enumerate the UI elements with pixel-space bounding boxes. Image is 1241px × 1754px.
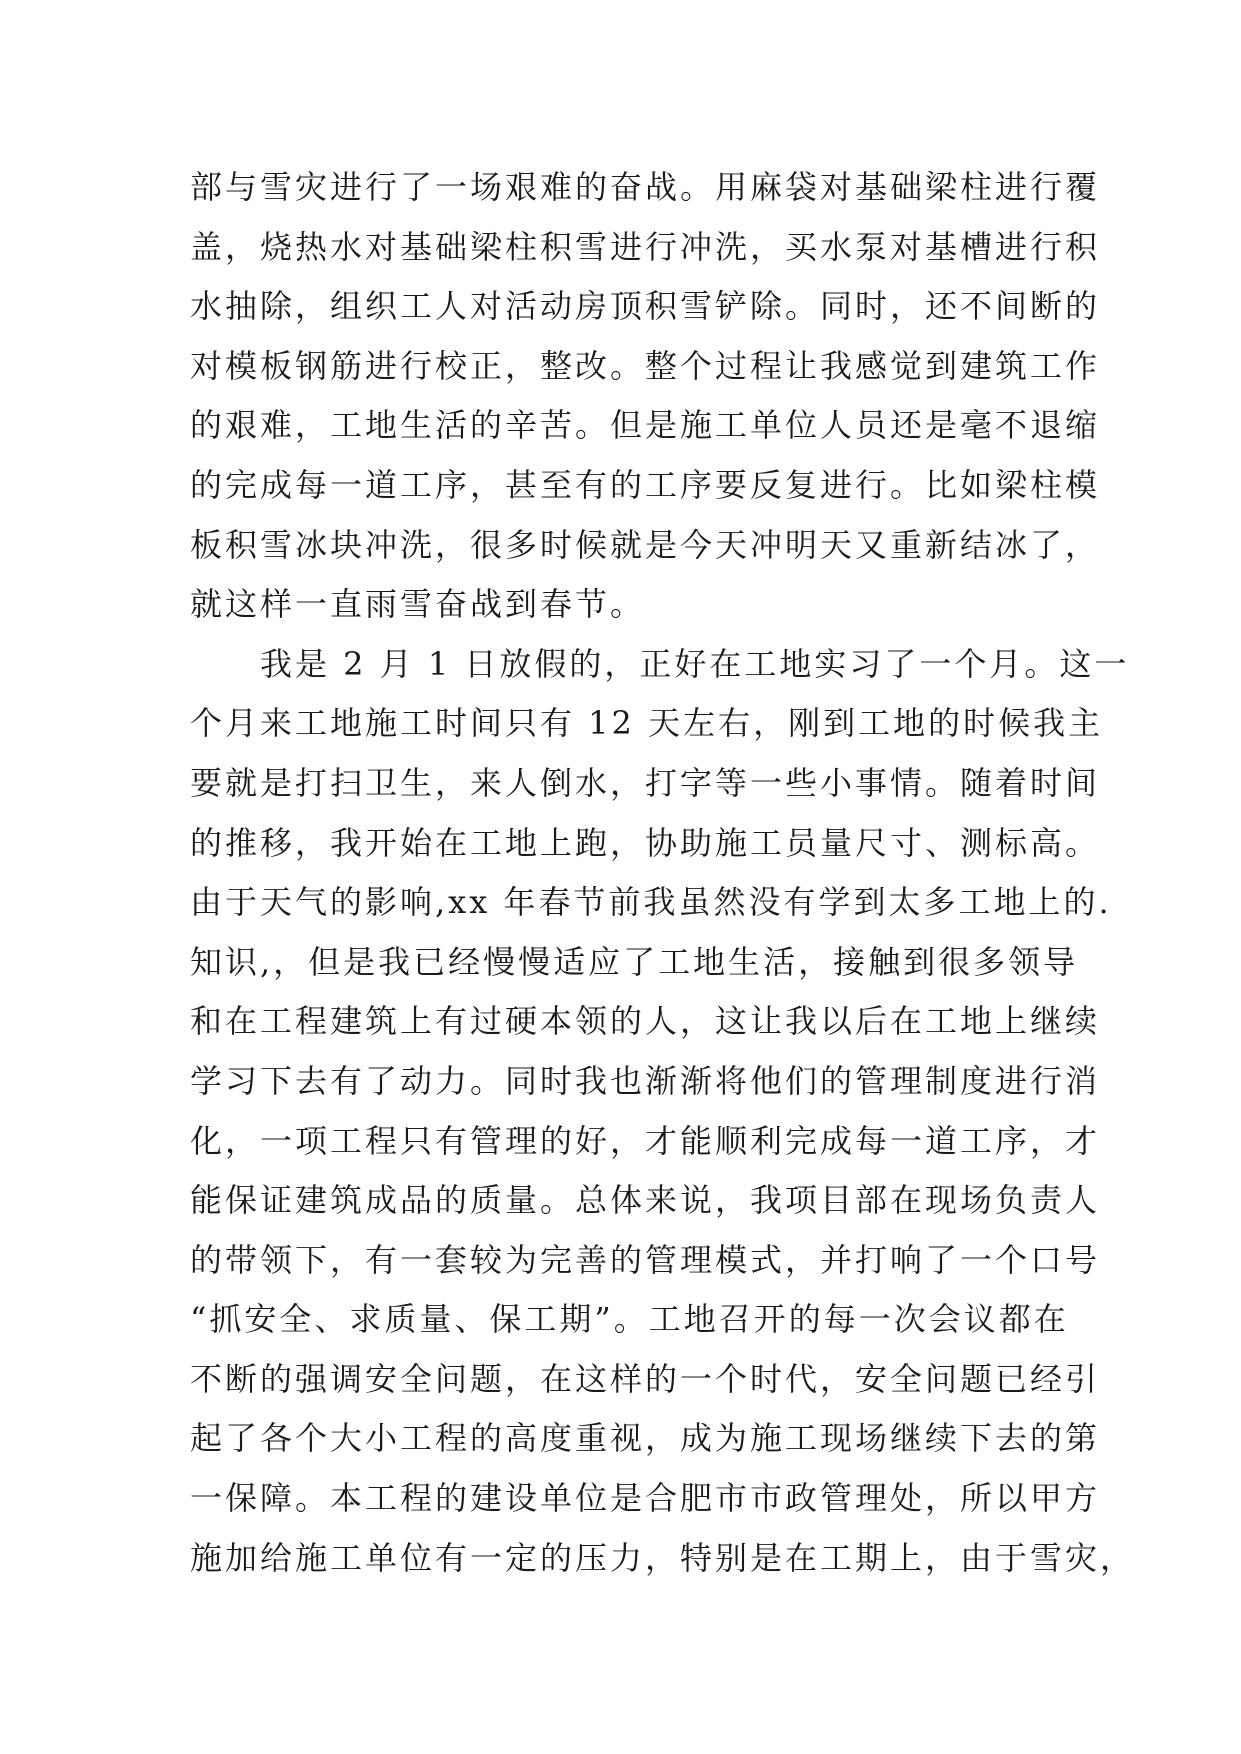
text-line: 的推移，我开始在工地上跑，协助施工员量尺寸、测标高。 — [190, 823, 1101, 862]
text-line: “抓安全、求质量、保工期”。工地召开的每一次会议都在 — [190, 1300, 1069, 1339]
text-line: 板积雪冰块冲洗，很多时候就是今天冲明天又重新结冰了， — [190, 525, 1101, 564]
text-line: 施加给施工单位有一定的压力，特别是在工期上，由于雪灾， — [190, 1538, 1136, 1577]
text-line: 的艰难，工地生活的辛苦。但是施工单位人员还是毫不退缩 — [190, 406, 1101, 445]
text-line: 不断的强调安全问题，在这样的一个时代，安全问题已经引 — [190, 1359, 1101, 1398]
text-line: 的带领下，有一套较为完善的管理模式，并打响了一个口号 — [190, 1240, 1101, 1279]
text-line: 盖，烧热水对基础梁柱积雪进行冲洗，买水泵对基槽进行积 — [190, 227, 1101, 266]
text-line: 和在工程建筑上有过硬本领的人，这让我以后在工地上继续 — [190, 1002, 1101, 1041]
text-line: 部与雪灾进行了一场艰难的奋战。用麻袋对基础梁柱进行覆 — [190, 168, 1101, 206]
text-line: 就这样一直雨雪奋战到春节。 — [190, 585, 646, 624]
body-text — [190, 158, 1136, 1588]
text-line: 化，一项工程只有管理的好，才能顺利完成每一道工序，才 — [190, 1121, 1101, 1160]
text-line: 起了各个大小工程的高度重视，成为施工现场继续下去的第 — [190, 1419, 1101, 1458]
text-line: 水抽除，组织工人对活动房顶积雪铲除。同时，还不间断的 — [190, 287, 1101, 326]
text-line: 对模板钢筋进行校正，整改。整个过程让我感觉到建筑工作 — [190, 346, 1101, 385]
text-line: 学习下去有了动力。同时我也渐渐将他们的管理制度进行消 — [190, 1061, 1101, 1100]
text-line: 个月来工地施工时间只有 12 天左右，刚到工地的时候我主 — [190, 704, 1104, 743]
text-line: 能保证建筑成品的质量。总体来说，我项目部在现场负责人 — [190, 1181, 1101, 1220]
text-line: 知识,，但是我已经慢慢适应了工地生活，接触到很多领导 — [190, 942, 1079, 981]
text-line: 的完成每一道工序，甚至有的工序要反复进行。比如梁柱模 — [190, 465, 1101, 504]
text-line: 我是 2 月 1 日放假的，正好在工地实习了一个月。这一 — [190, 644, 1130, 683]
text-line: 一保障。本工程的建设单位是合肥市市政管理处，所以甲方 — [190, 1479, 1101, 1518]
text-line: 要就是打扫卫生，来人倒水，打字等一些小事情。随着时间 — [190, 763, 1101, 802]
text-line: 由于天气的影响,xx 年春节前我虽然没有学到太多工地上的. — [190, 883, 1112, 922]
